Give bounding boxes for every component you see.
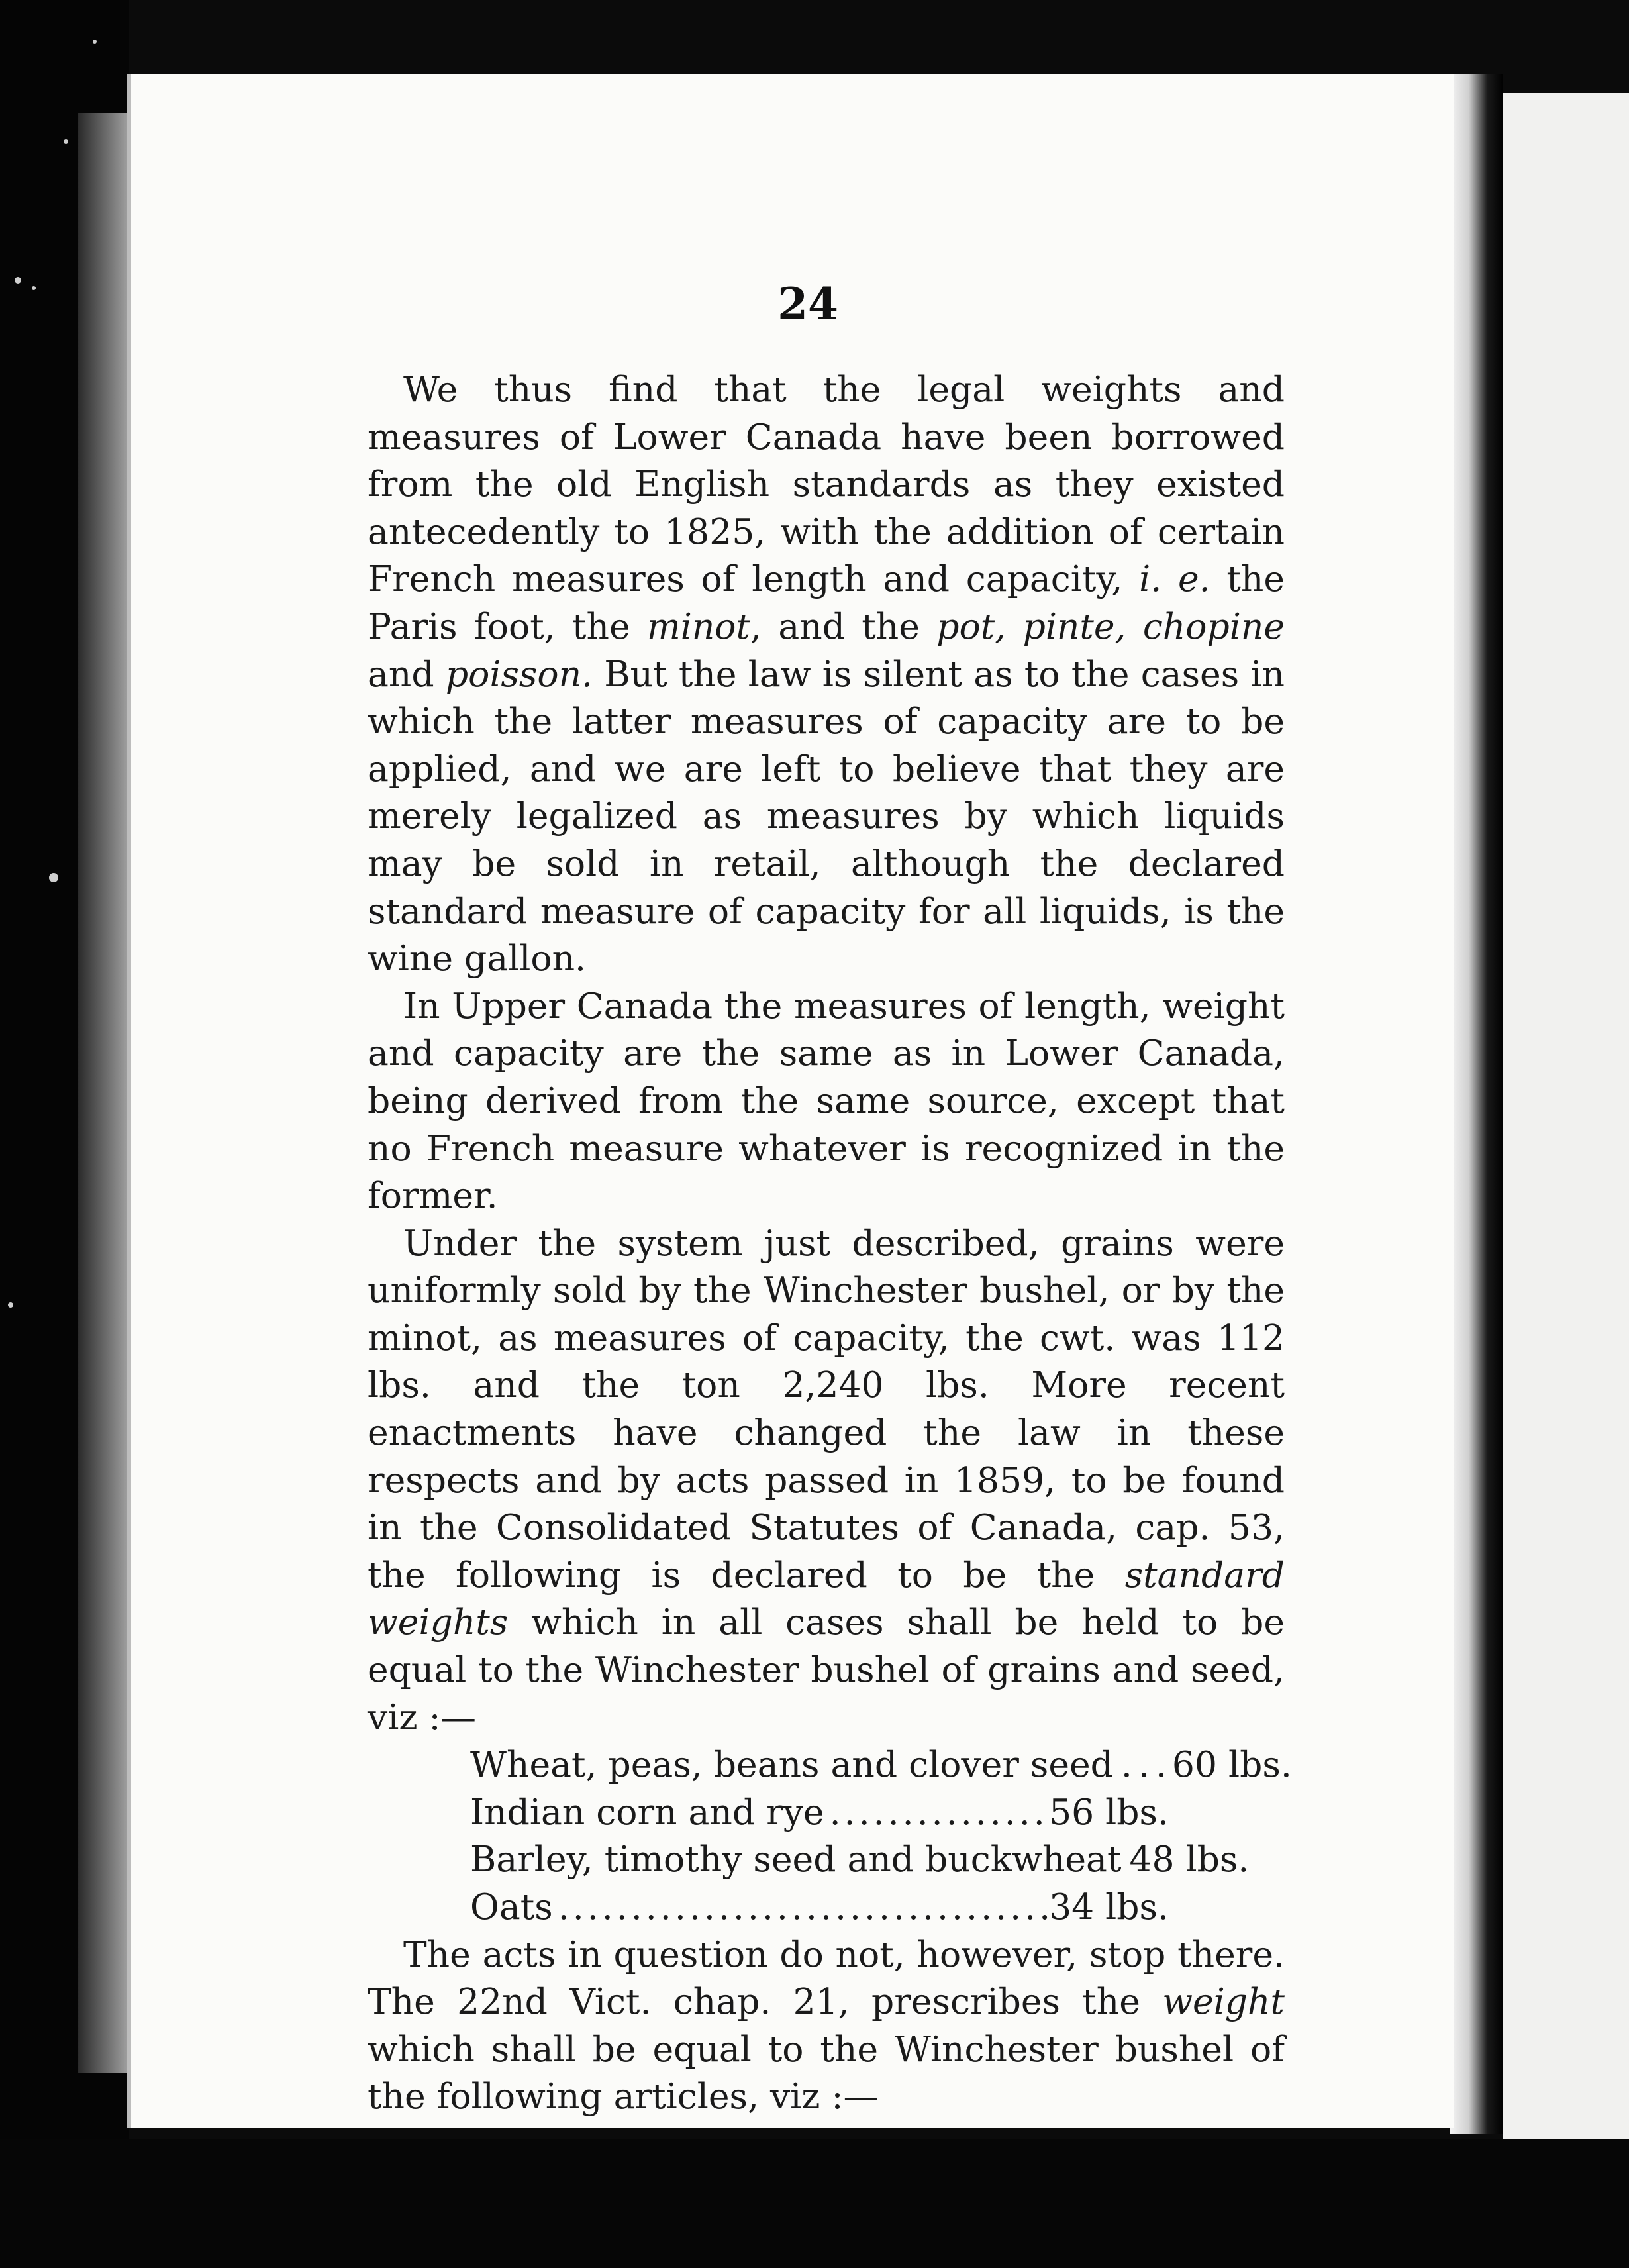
leader-dots (553, 1883, 1049, 1931)
scan-speck (49, 873, 58, 882)
scan-speck (32, 286, 36, 290)
paragraph-1: We thus find that the legal weights and measures of Lower Canada have been borrowed from the old English standards as they existed antecedently to 1825, with the addition of certain French measures of length and capacity, i. e. the Paris foot, the minot, and the pot, pinte, chopine and poisson. But the law is silent as to the cases in which the latter measures of capacity are to be applied, and we are left to believe that they are merely legalized as measures by which liquids may be sold in retail, although the declared standard measure of capacity for all liquids, is the wine gallon. (368, 368, 1285, 980)
scan-speck (15, 277, 21, 284)
table-row: Oats . . . 34 lbs. (470, 1883, 1169, 1931)
adjacent-page (1503, 93, 1629, 2139)
page-right-edge (1450, 74, 1503, 2134)
page-number: 24 (777, 278, 838, 330)
grain-weights-table (368, 1741, 1292, 1930)
table-row: Wheat, peas, beans and clover seed . . . 60 lbs. (470, 1741, 1169, 1788)
paragraph-4: The acts in question do not, however, stop there. The 22nd Vict. chap. 21, prescribes the weight which shall be equal to the Winchester bushel of the following articles, viz :— (368, 1933, 1285, 2118)
table-row: Barley, timothy seed and buckwheat 48 lbs. (470, 1838, 1250, 1881)
table-row: Indian corn and rye . . . 56 lbs. (470, 1788, 1169, 1836)
scan-bottom-margin (0, 2139, 1629, 2268)
leader-dots (824, 1788, 1050, 1836)
page-body (368, 366, 1292, 2232)
paragraph-3: Under the system just described, grains were uniformly sold by the Winchester bushel, or by the minot, as measures of capacity, the cwt. was 112 lbs. and the ton 2,240 lbs. More recent enactments have changed the law in these respects and by acts passed in 1859, to be found in the Consolidated Statutes of Canada, cap. 53, the following is declared to be the standard weights which in all cases shall be held to be equal to the Winchester bushel of grains and seed, viz :— (368, 1221, 1285, 1738)
scan-speck (8, 1302, 13, 1308)
scan-speck (93, 40, 97, 44)
scan-speck (64, 139, 68, 144)
leader-dots (1113, 1741, 1172, 1788)
paragraph-2: In Upper Canada the measures of length, weight and capacity are the same as in Lower Canada, being derived from the same source, except that no French measure whatever is recognized in the former. (368, 984, 1285, 1217)
